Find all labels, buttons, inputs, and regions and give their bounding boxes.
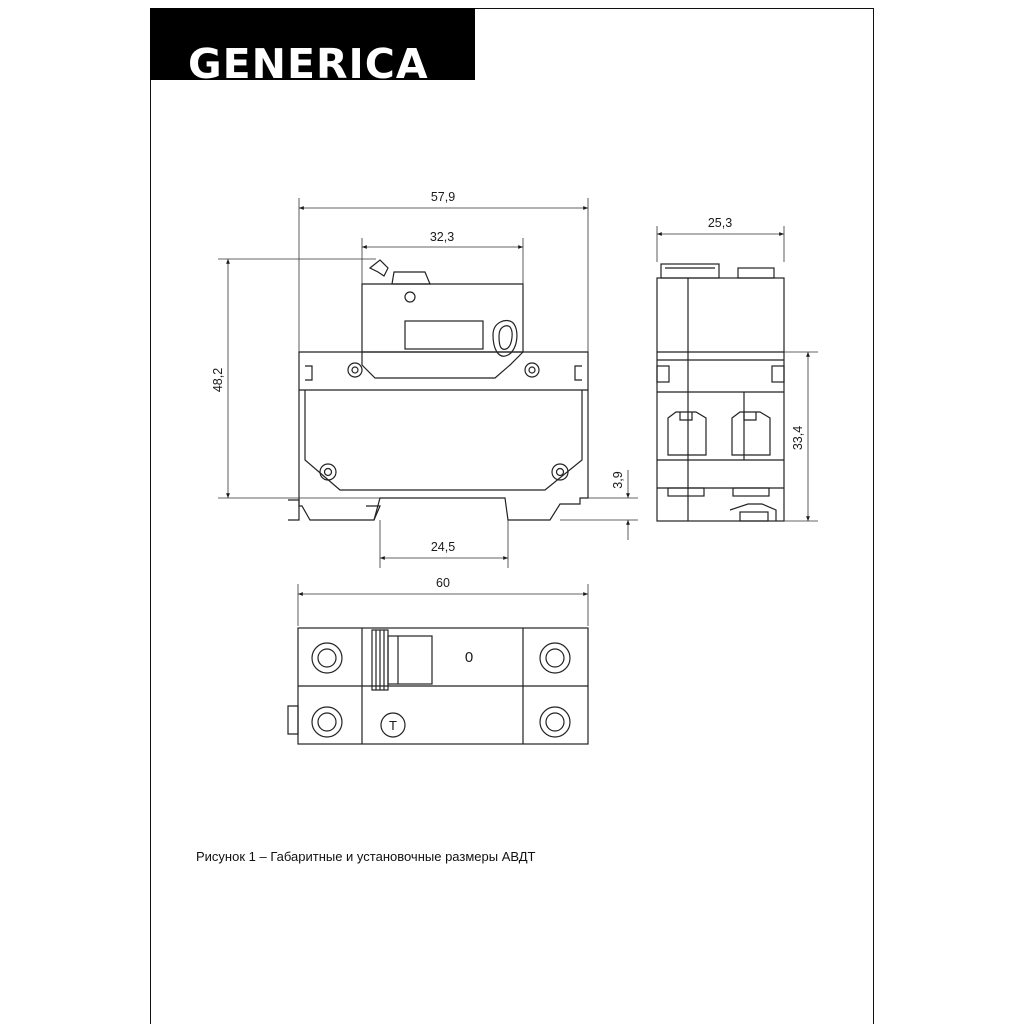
dim-front-height-total: 48,2 <box>211 367 225 393</box>
test-button-marking: T <box>389 718 397 733</box>
dim-front-width-total: 57,9 <box>430 190 456 204</box>
dim-front-width-top: 32,3 <box>429 230 455 244</box>
dim-rail-offset: 3,9 <box>611 471 625 489</box>
dim-rail-width: 24,5 <box>430 540 456 554</box>
front-dimension-lines <box>218 198 638 568</box>
dim-side-height: 33,4 <box>791 425 805 451</box>
front-view <box>288 260 588 520</box>
figure-caption: Рисунок 1 – Габаритные и установочные размеры АВДТ <box>196 849 536 864</box>
top-view <box>288 628 588 744</box>
brand-logo: GENERICA <box>188 40 429 88</box>
dim-top-width: 60 <box>436 576 450 590</box>
top-dimension-lines <box>298 584 588 626</box>
side-view <box>657 264 784 521</box>
switch-off-marking: 0 <box>464 649 474 666</box>
dim-side-width: 25,3 <box>707 216 733 230</box>
